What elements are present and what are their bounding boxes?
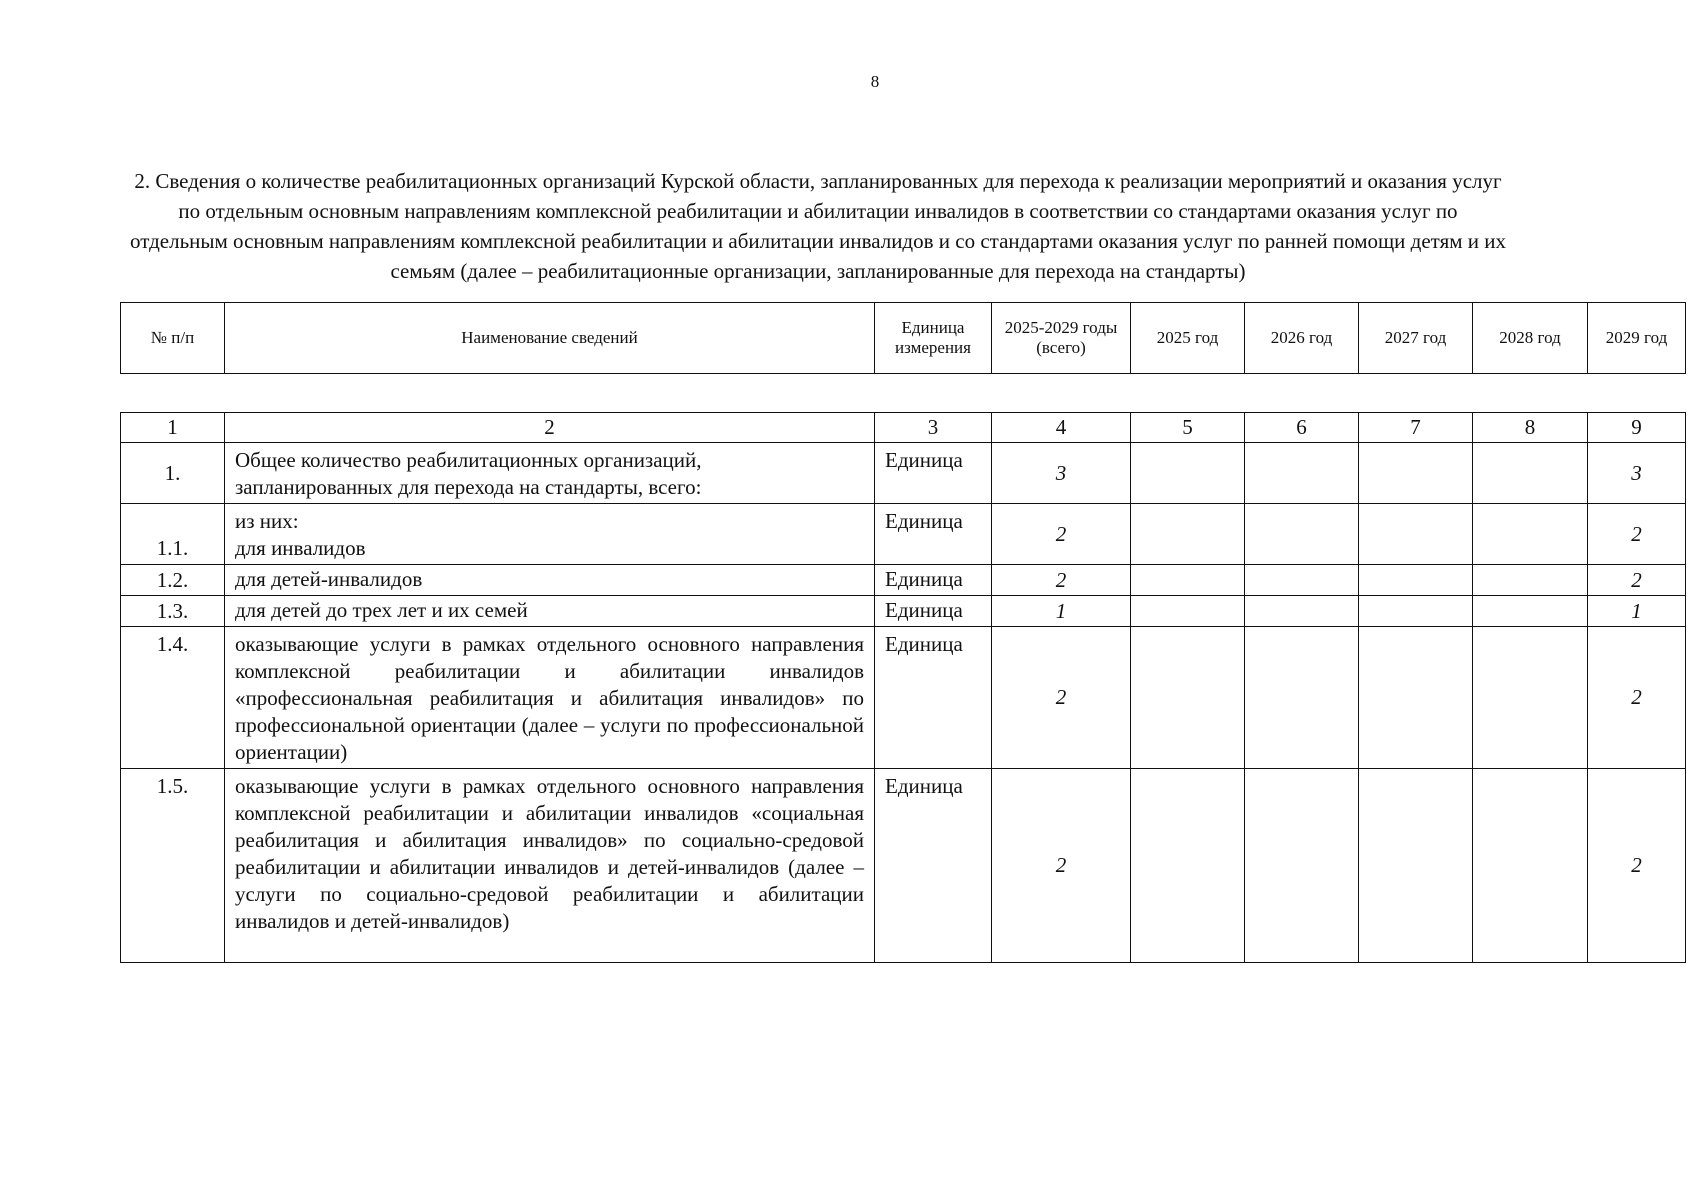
row-number: 1.2. xyxy=(121,565,225,596)
table-row xyxy=(121,769,1686,963)
row-value-total: 2 xyxy=(992,565,1131,596)
row-value-2026 xyxy=(1245,627,1359,769)
row-value-2026 xyxy=(1245,596,1359,627)
row-unit: Единица xyxy=(875,565,992,596)
row-number: 1.3. xyxy=(121,596,225,627)
row-value-2026 xyxy=(1245,504,1359,565)
row-value-2029: 3 xyxy=(1588,443,1686,504)
row-value-2028 xyxy=(1473,504,1588,565)
row-value-2027 xyxy=(1359,565,1473,596)
row-value-2027 xyxy=(1359,504,1473,565)
row-unit: Единица xyxy=(875,627,992,769)
row-name: оказывающие услуги в рамках отдельного основного направления комплексной реабилитации и абилитации инвалидов «социальная реабилитация и абилитация инвалидов» по социально-средовой реабилитации и абилитации инвалидов и детей-инвалидов (далее – услуги по социально-средовой реабилитации и абилитации инвалидов и детей-инвалидов) xyxy=(225,769,875,963)
header-table xyxy=(120,302,1686,374)
data-table xyxy=(120,412,1686,963)
row-value-2029: 2 xyxy=(1588,769,1686,963)
page-number: 8 xyxy=(870,72,880,91)
table-row xyxy=(121,504,1686,565)
row-number: 1.5. xyxy=(121,769,225,963)
row-value-2025 xyxy=(1131,596,1245,627)
row-name: оказывающие услуги в рамках отдельного основного направления комплексной реабилитации и абилитации инвалидов «профессиональная реабилитация и абилитация инвалидов» по профессиональной ориентации (далее – услуги по профессиональной ориентации) xyxy=(225,627,875,769)
row-value-2026 xyxy=(1245,769,1359,963)
header-cell-total: 2025-2029 годы (всего) xyxy=(992,303,1131,374)
row-value-2028 xyxy=(1473,443,1588,504)
row-value-total: 3 xyxy=(992,443,1131,504)
column-number: 5 xyxy=(1131,413,1245,443)
row-name: из них: для инвалидов xyxy=(225,504,875,565)
row-value-2026 xyxy=(1245,443,1359,504)
header-cell-2029: 2029 год xyxy=(1588,303,1686,374)
row-value-2026 xyxy=(1245,565,1359,596)
row-value-total: 1 xyxy=(992,596,1131,627)
row-value-2027 xyxy=(1359,443,1473,504)
row-name: для детей до трех лет и их семей xyxy=(225,596,875,627)
row-value-2028 xyxy=(1473,596,1588,627)
row-unit: Единица xyxy=(875,443,992,504)
column-number-row xyxy=(121,413,1686,443)
row-number: 1. xyxy=(121,443,225,504)
row-value-2028 xyxy=(1473,627,1588,769)
row-unit: Единица xyxy=(875,596,992,627)
row-value-2027 xyxy=(1359,627,1473,769)
row-name: для детей-инвалидов xyxy=(225,565,875,596)
header-cell-name: Наименование сведений xyxy=(225,303,875,374)
header-row xyxy=(121,303,1686,374)
row-value-total: 2 xyxy=(992,769,1131,963)
row-value-2029: 2 xyxy=(1588,627,1686,769)
row-value-2029: 2 xyxy=(1588,504,1686,565)
row-value-2025 xyxy=(1131,443,1245,504)
row-value-2027 xyxy=(1359,596,1473,627)
column-number: 9 xyxy=(1588,413,1686,443)
header-cell-number: № п/п xyxy=(121,303,225,374)
row-value-2028 xyxy=(1473,769,1588,963)
row-value-2025 xyxy=(1131,769,1245,963)
row-number: 1.1. xyxy=(121,504,225,565)
column-number: 7 xyxy=(1359,413,1473,443)
column-number: 1 xyxy=(121,413,225,443)
column-number: 4 xyxy=(992,413,1131,443)
row-unit: Единица xyxy=(875,504,992,565)
row-value-2027 xyxy=(1359,769,1473,963)
row-name: Общее количество реабилитационных организаций, запланированных для перехода на стандарты, всего: xyxy=(225,443,875,504)
section-title: 2. Сведения о количестве реабилитационных организаций Курской области, запланированных для перехода к реализации мероприятий и оказания услуг по отдельным основным направлениям комплексной реабилитации и абилитации инвалидов в соответствии со стандартами оказания услуг по отдельным основным направлениям комплексной реабилитации и абилитации инвалидов и со стандартами оказания услуг по ранней помощи детям и их семьям (далее – реабилитационные организации, запланированные для перехода на стандарты) xyxy=(129,169,1507,283)
row-value-2025 xyxy=(1131,565,1245,596)
column-number: 6 xyxy=(1245,413,1359,443)
table-row xyxy=(121,443,1686,504)
table-row xyxy=(121,627,1686,769)
row-value-2029: 2 xyxy=(1588,565,1686,596)
column-number: 2 xyxy=(225,413,875,443)
row-value-2029: 1 xyxy=(1588,596,1686,627)
row-value-total: 2 xyxy=(992,627,1131,769)
table-row xyxy=(121,565,1686,596)
row-number: 1.4. xyxy=(121,627,225,769)
row-unit: Единица xyxy=(875,769,992,963)
header-cell-2026: 2026 год xyxy=(1245,303,1359,374)
header-cell-2027: 2027 год xyxy=(1359,303,1473,374)
row-value-total: 2 xyxy=(992,504,1131,565)
header-cell-2025: 2025 год xyxy=(1131,303,1245,374)
header-cell-2028: 2028 год xyxy=(1473,303,1588,374)
row-value-2028 xyxy=(1473,565,1588,596)
column-number: 3 xyxy=(875,413,992,443)
row-value-2025 xyxy=(1131,504,1245,565)
row-value-2025 xyxy=(1131,627,1245,769)
table-row xyxy=(121,596,1686,627)
header-cell-unit: Единица измерения xyxy=(875,303,992,374)
column-number: 8 xyxy=(1473,413,1588,443)
